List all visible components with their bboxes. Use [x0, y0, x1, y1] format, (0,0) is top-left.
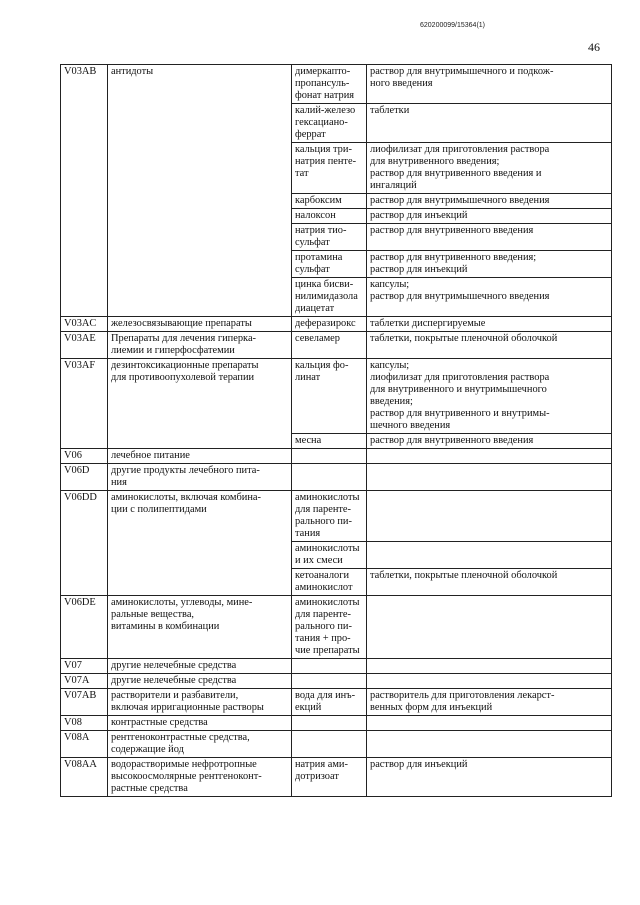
drug-name: калий-железо гексациано- феррат [292, 104, 367, 143]
drug-name: натрия тио- сульфат [292, 224, 367, 251]
atc-code: V08AA [61, 758, 108, 797]
drug-name [292, 674, 367, 689]
atc-code: V07 [61, 659, 108, 674]
group-name: другие нелечебные средства [108, 674, 292, 689]
dosage-form: раствор для инъекций [367, 209, 612, 224]
atc-code: V06 [61, 449, 108, 464]
drug-name: протамина сульфат [292, 251, 367, 278]
drug-name: кетоаналоги аминокислот [292, 569, 367, 596]
table-row [61, 449, 612, 464]
dosage-form [367, 491, 612, 542]
drug-name [292, 659, 367, 674]
dosage-form: таблетки [367, 104, 612, 143]
group-name: антидоты [108, 65, 292, 317]
table-row [61, 716, 612, 731]
group-name: водорастворимые нефротропные высокоосмолярные рентгеноконт- растные средства [108, 758, 292, 797]
atc-code: V08A [61, 731, 108, 758]
drug-name: аминокислоты и их смеси [292, 542, 367, 569]
dosage-form [367, 542, 612, 569]
dosage-form: таблетки, покрытые пленочной оболочкой [367, 569, 612, 596]
atc-code: V08 [61, 716, 108, 731]
atc-code: V07A [61, 674, 108, 689]
dosage-form [367, 449, 612, 464]
table-row [61, 689, 612, 716]
drug-name [292, 449, 367, 464]
drug-name: цинка бисви- нилимидазола диацетат [292, 278, 367, 317]
group-name: лечебное питание [108, 449, 292, 464]
dosage-form: раствор для внутривенного введения; раствор для инъекций [367, 251, 612, 278]
drug-name: аминокислоты для паренте- рального пи- тания [292, 491, 367, 542]
atc-code: V06D [61, 464, 108, 491]
group-name: железосвязывающие препараты [108, 317, 292, 332]
drug-name: натрия ами- дотризоат [292, 758, 367, 797]
dosage-form: таблетки, покрытые пленочной оболочкой [367, 332, 612, 359]
drug-name: димеркапто- пропансуль- фонат натрия [292, 65, 367, 104]
group-name: другие нелечебные средства [108, 659, 292, 674]
drug-name: аминокислоты для паренте- рального пи- тания + про- чие препараты [292, 596, 367, 659]
drug-name: кальция фо- линат [292, 359, 367, 434]
drug-name: кальция три- натрия пенте- тат [292, 143, 367, 194]
atc-code: V03AE [61, 332, 108, 359]
dosage-form: раствор для внутривенного введения [367, 434, 612, 449]
table-row [61, 65, 612, 104]
dosage-form [367, 674, 612, 689]
dosage-form: растворитель для приготовления лекарст- венных форм для инъекций [367, 689, 612, 716]
table-row [61, 674, 612, 689]
table-row [61, 464, 612, 491]
group-name: Препараты для лечения гиперка- лиемии и гиперфосфатемии [108, 332, 292, 359]
dosage-form: раствор для внутримышечного и подкож- ного введения [367, 65, 612, 104]
group-name: другие продукты лечебного пита- ния [108, 464, 292, 491]
table-row [61, 596, 612, 659]
dosage-form: таблетки диспергируемые [367, 317, 612, 332]
table-row [61, 731, 612, 758]
drug-name: карбоксим [292, 194, 367, 209]
drug-name: налоксон [292, 209, 367, 224]
dosage-form [367, 731, 612, 758]
atc-code: V07AB [61, 689, 108, 716]
drug-name: деферазирокс [292, 317, 367, 332]
document-id: 620200099/15364(1) [420, 22, 486, 29]
table-row [61, 659, 612, 674]
drug-name [292, 464, 367, 491]
group-name: аминокислоты, включая комбина- ции с полипептидами [108, 491, 292, 596]
dosage-form [367, 716, 612, 731]
drug-name [292, 716, 367, 731]
table-row [61, 317, 612, 332]
drug-classification-table [60, 64, 612, 797]
table-row [61, 332, 612, 359]
drug-name: севеламер [292, 332, 367, 359]
dosage-form: раствор для инъекций [367, 758, 612, 797]
atc-code: V06DD [61, 491, 108, 596]
drug-name: вода для инъ- екций [292, 689, 367, 716]
table-row [61, 359, 612, 434]
atc-code: V03AF [61, 359, 108, 449]
drug-name: месна [292, 434, 367, 449]
dosage-form: раствор для внутримышечного введения [367, 194, 612, 209]
dosage-form: капсулы; лиофилизат для приготовления раствора для внутривенного и внутримышечного введения; раствор для внутривенного и внутримы- шечного введения [367, 359, 612, 434]
group-name: контрастные средства [108, 716, 292, 731]
dosage-form: лиофилизат для приготовления раствора для внутривенного введения; раствор для внутривенного введения и ингаляций [367, 143, 612, 194]
group-name: аминокислоты, углеводы, мине- ральные вещества, витамины в комбинации [108, 596, 292, 659]
atc-code: V03AB [61, 65, 108, 317]
group-name: дезинтоксикационные препараты для противоопухолевой терапии [108, 359, 292, 449]
group-name: растворители и разбавители, включая ирригационные растворы [108, 689, 292, 716]
group-name: рентгеноконтрастные средства, содержащие йод [108, 731, 292, 758]
table-row [61, 758, 612, 797]
dosage-form [367, 464, 612, 491]
drug-name [292, 731, 367, 758]
atc-code: V06DE [61, 596, 108, 659]
dosage-form: раствор для внутривенного введения [367, 224, 612, 251]
atc-code: V03AC [61, 317, 108, 332]
dosage-form: капсулы; раствор для внутримышечного введения [367, 278, 612, 317]
table-row [61, 491, 612, 542]
dosage-form [367, 596, 612, 659]
page-number: 46 [588, 40, 600, 54]
dosage-form [367, 659, 612, 674]
